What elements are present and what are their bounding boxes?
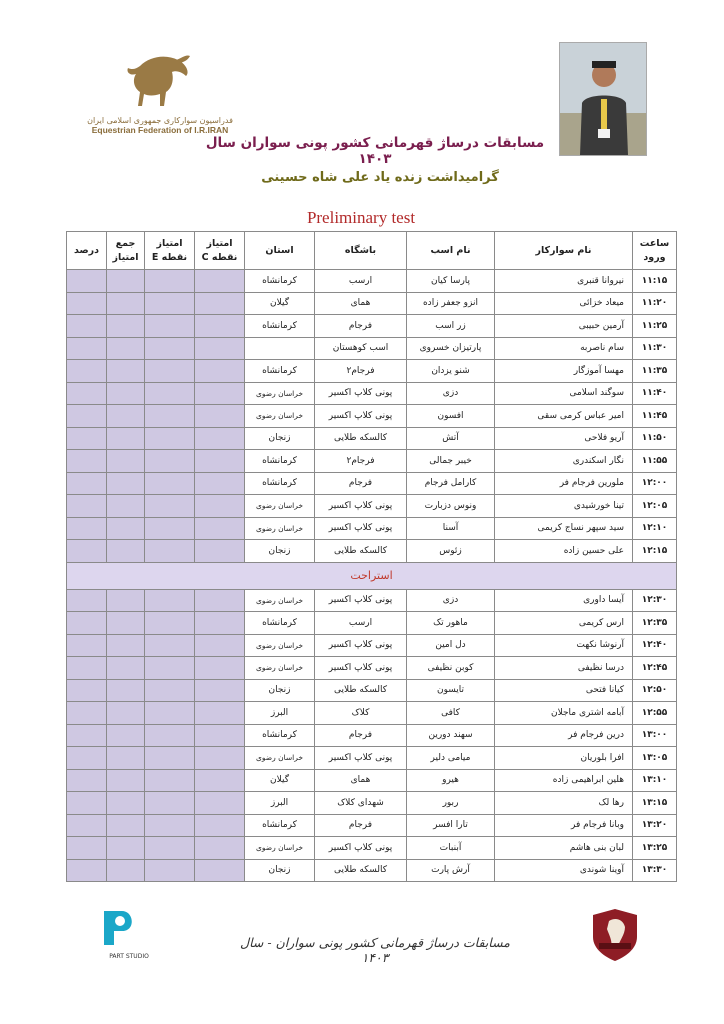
cell-time: ۱۲:۱۰ xyxy=(633,517,677,540)
cell-rider: درین فرجام فر xyxy=(495,724,633,747)
cell-horse: انزو جعفر زاده xyxy=(407,292,495,315)
table-row xyxy=(67,292,677,315)
cell-club: پونی کلاپ اکسیر xyxy=(315,837,407,860)
table-row xyxy=(67,792,677,815)
cell-province: خراسان رضوی xyxy=(245,589,315,612)
cell-total xyxy=(107,517,145,540)
cell-score-e xyxy=(145,472,195,495)
cell-percent xyxy=(67,724,107,747)
cell-score-c xyxy=(195,702,245,725)
cell-percent xyxy=(67,859,107,882)
cell-time: ۱۲:۳۵ xyxy=(633,612,677,635)
cell-time: ۱۱:۳۵ xyxy=(633,360,677,383)
cell-score-c xyxy=(195,360,245,383)
cell-total xyxy=(107,315,145,338)
cell-score-c xyxy=(195,859,245,882)
cell-total xyxy=(107,769,145,792)
cell-rider: سید سپهر نساج کریمی xyxy=(495,517,633,540)
cell-score-e xyxy=(145,792,195,815)
cell-horse: آتش xyxy=(407,427,495,450)
cell-rider: آبامه اشتری ماجلان xyxy=(495,702,633,725)
cell-rider: ملورین فرجام فر xyxy=(495,472,633,495)
cell-club: کالسکه طلایی xyxy=(315,859,407,882)
cell-score-c xyxy=(195,382,245,405)
cell-rider: تینا خورشیدی xyxy=(495,495,633,518)
cell-province: البرز xyxy=(245,792,315,815)
cell-score-c xyxy=(195,427,245,450)
cell-time: ۱۱:۵۵ xyxy=(633,450,677,473)
table-row xyxy=(67,450,677,473)
cell-club: کالسکه طلایی xyxy=(315,540,407,563)
cell-horse: پارسا کیان xyxy=(407,270,495,293)
cell-score-c xyxy=(195,450,245,473)
cell-percent xyxy=(67,292,107,315)
cell-club: فرجام۲ xyxy=(315,450,407,473)
cell-time: ۱۳:۳۰ xyxy=(633,859,677,882)
cell-total xyxy=(107,405,145,428)
cell-province: کرمانشاه xyxy=(245,612,315,635)
cell-percent xyxy=(67,337,107,360)
cell-rider: سام ناصربه xyxy=(495,337,633,360)
cell-percent xyxy=(67,589,107,612)
cell-total xyxy=(107,427,145,450)
cell-total xyxy=(107,679,145,702)
cell-percent xyxy=(67,814,107,837)
cell-percent xyxy=(67,382,107,405)
cell-rider: هلین ابراهیمی زاده xyxy=(495,769,633,792)
cell-total xyxy=(107,472,145,495)
cell-horse: تارا افسر xyxy=(407,814,495,837)
cell-rider: علی حسین زاده xyxy=(495,540,633,563)
cell-total xyxy=(107,540,145,563)
cell-club: پونی کلاپ اکسیر xyxy=(315,382,407,405)
cell-horse: کارامل فرجام xyxy=(407,472,495,495)
cell-total xyxy=(107,270,145,293)
cell-club: فرجام۲ xyxy=(315,360,407,383)
cell-score-e xyxy=(145,747,195,770)
cell-province: کرمانشاه xyxy=(245,270,315,293)
cell-score-e xyxy=(145,612,195,635)
honoree-photo xyxy=(559,42,647,156)
cell-province: زنجان xyxy=(245,540,315,563)
col-score-e: امتیاز نقطه E xyxy=(145,232,195,270)
cell-score-e xyxy=(145,315,195,338)
cell-score-e xyxy=(145,859,195,882)
studio-logo-text: PART STUDIO xyxy=(109,953,149,960)
cell-club: فرجام xyxy=(315,472,407,495)
cell-province: خراسان رضوی xyxy=(245,657,315,680)
cell-horse: کافی xyxy=(407,702,495,725)
cell-total xyxy=(107,702,145,725)
schedule-table xyxy=(66,231,677,882)
footer-text: مسابقات درساژ قهرمانی کشور پونی سواران - سال ۱۴۰۳ xyxy=(240,935,510,965)
cell-province: کرمانشاه xyxy=(245,450,315,473)
cell-score-e xyxy=(145,382,195,405)
cell-province: گیلان xyxy=(245,769,315,792)
cell-score-e xyxy=(145,679,195,702)
col-province: استان xyxy=(245,232,315,270)
cell-horse: دزی xyxy=(407,382,495,405)
cell-province: خراسان رضوی xyxy=(245,405,315,428)
cell-time: ۱۱:۵۰ xyxy=(633,427,677,450)
table-header-row xyxy=(67,232,677,270)
cell-rider: رها لک xyxy=(495,792,633,815)
table-row xyxy=(67,540,677,563)
studio-logo xyxy=(96,905,162,965)
cell-percent xyxy=(67,769,107,792)
person-photo-icon xyxy=(560,43,646,155)
cell-percent xyxy=(67,837,107,860)
cell-club: پونی کلاپ اکسیر xyxy=(315,495,407,518)
cell-time: ۱۳:۱۰ xyxy=(633,769,677,792)
club-emblem xyxy=(585,905,645,965)
cell-horse: شنو یزدان xyxy=(407,360,495,383)
cell-score-c xyxy=(195,405,245,428)
cell-club: پونی کلاپ اکسیر xyxy=(315,589,407,612)
cell-club: پونی کلاپ اکسیر xyxy=(315,405,407,428)
cell-province: خراسان رضوی xyxy=(245,634,315,657)
cell-percent xyxy=(67,679,107,702)
cell-time: ۱۳:۰۵ xyxy=(633,747,677,770)
cell-score-e xyxy=(145,517,195,540)
cell-score-c xyxy=(195,517,245,540)
table-row xyxy=(67,517,677,540)
cell-percent xyxy=(67,634,107,657)
table-row xyxy=(67,859,677,882)
col-time: ساعت ورود xyxy=(633,232,677,270)
cell-score-e xyxy=(145,427,195,450)
table-row xyxy=(67,589,677,612)
cell-horse: زئوس xyxy=(407,540,495,563)
cell-total xyxy=(107,450,145,473)
cell-horse: آبنبات xyxy=(407,837,495,860)
federation-name-fa: فدراسیون سوارکاری جمهوری اسلامی ایران xyxy=(87,116,233,125)
col-score-c: امتیاز نقطه C xyxy=(195,232,245,270)
col-total: جمع امتیاز xyxy=(107,232,145,270)
cell-province: خراسان رضوی xyxy=(245,495,315,518)
cell-total xyxy=(107,360,145,383)
break-row xyxy=(67,562,677,589)
cell-score-e xyxy=(145,337,195,360)
col-club: باشگاه xyxy=(315,232,407,270)
cell-rider: امیر عباس کرمی سقی xyxy=(495,405,633,428)
cell-time: ۱۱:۲۰ xyxy=(633,292,677,315)
cell-total xyxy=(107,792,145,815)
table-row xyxy=(67,427,677,450)
cell-total xyxy=(107,612,145,635)
cell-score-e xyxy=(145,769,195,792)
cell-percent xyxy=(67,747,107,770)
cell-province: کرمانشاه xyxy=(245,814,315,837)
table-row xyxy=(67,495,677,518)
cell-time: ۱۲:۵۵ xyxy=(633,702,677,725)
cell-rider: آرمین حبیبی xyxy=(495,315,633,338)
cell-club: اسب کوهستان xyxy=(315,337,407,360)
cell-rider: آیسا داوری xyxy=(495,589,633,612)
cell-club: ارسب xyxy=(315,270,407,293)
cell-horse: تایسون xyxy=(407,679,495,702)
cell-score-c xyxy=(195,657,245,680)
cell-time: ۱۳:۰۰ xyxy=(633,724,677,747)
table-row xyxy=(67,724,677,747)
cell-club: پونی کلاپ اکسیر xyxy=(315,634,407,657)
cell-horse: ربور xyxy=(407,792,495,815)
cell-total xyxy=(107,634,145,657)
cell-province: خراسان رضوی xyxy=(245,382,315,405)
cell-rider: نگار اسکندری xyxy=(495,450,633,473)
cell-percent xyxy=(67,702,107,725)
table-row xyxy=(67,837,677,860)
table-row xyxy=(67,612,677,635)
cell-score-c xyxy=(195,315,245,338)
cell-score-c xyxy=(195,814,245,837)
cell-club: شهدای کلاک xyxy=(315,792,407,815)
cell-horse: دل امین xyxy=(407,634,495,657)
cell-horse: کوبن نظیفی xyxy=(407,657,495,680)
cell-score-e xyxy=(145,540,195,563)
cell-score-c xyxy=(195,292,245,315)
cell-time: ۱۱:۲۵ xyxy=(633,315,677,338)
table-row xyxy=(67,405,677,428)
table-row xyxy=(67,679,677,702)
cell-score-c xyxy=(195,270,245,293)
cell-percent xyxy=(67,270,107,293)
cell-horse: افسون xyxy=(407,405,495,428)
cell-time: ۱۱:۴۰ xyxy=(633,382,677,405)
cell-rider: نیروانا قنبری xyxy=(495,270,633,293)
cell-total xyxy=(107,837,145,860)
cell-time: ۱۲:۱۵ xyxy=(633,540,677,563)
table-row xyxy=(67,747,677,770)
cell-province: البرز xyxy=(245,702,315,725)
cell-horse: سهند دورین xyxy=(407,724,495,747)
cell-rider: مهسا آموزگار xyxy=(495,360,633,383)
cell-total xyxy=(107,814,145,837)
cell-time: ۱۱:۴۵ xyxy=(633,405,677,428)
cell-province: خراسان رضوی xyxy=(245,517,315,540)
cell-score-e xyxy=(145,450,195,473)
cell-club: پونی کلاپ اکسیر xyxy=(315,517,407,540)
cell-percent xyxy=(67,405,107,428)
table-row xyxy=(67,382,677,405)
cell-percent xyxy=(67,657,107,680)
cell-total xyxy=(107,495,145,518)
cell-total xyxy=(107,747,145,770)
cell-province: خراسان رضوی xyxy=(245,837,315,860)
cell-score-e xyxy=(145,814,195,837)
cell-rider: وبانا فرجام فر xyxy=(495,814,633,837)
table-row xyxy=(67,702,677,725)
cell-score-e xyxy=(145,495,195,518)
cell-score-e xyxy=(145,837,195,860)
cell-rider: سوگند اسلامی xyxy=(495,382,633,405)
col-rider: نام سوارکار xyxy=(495,232,633,270)
cell-score-c xyxy=(195,837,245,860)
table-row xyxy=(67,270,677,293)
cell-time: ۱۲:۰۵ xyxy=(633,495,677,518)
cell-horse: زر اسب xyxy=(407,315,495,338)
federation-logo xyxy=(80,52,240,148)
cell-score-e xyxy=(145,360,195,383)
cell-horse: ونوس دزبارت xyxy=(407,495,495,518)
cell-time: ۱۲:۴۵ xyxy=(633,657,677,680)
cell-percent xyxy=(67,315,107,338)
cell-time: ۱۲:۵۰ xyxy=(633,679,677,702)
cell-time: ۱۱:۱۵ xyxy=(633,270,677,293)
cell-total xyxy=(107,657,145,680)
table-row xyxy=(67,472,677,495)
cell-time: ۱۱:۳۰ xyxy=(633,337,677,360)
table-row xyxy=(67,337,677,360)
cell-province: کرمانشاه xyxy=(245,360,315,383)
table-row xyxy=(67,634,677,657)
cell-province xyxy=(245,337,315,360)
cell-time: ۱۳:۲۵ xyxy=(633,837,677,860)
cell-percent xyxy=(67,517,107,540)
table-row xyxy=(67,769,677,792)
cell-club: همای xyxy=(315,769,407,792)
cell-total xyxy=(107,859,145,882)
cell-percent xyxy=(67,540,107,563)
cell-club: ارسب xyxy=(315,612,407,635)
page-subtitle: گرامیداشت زنده یاد علی شاه حسینی xyxy=(261,170,499,185)
cell-time: ۱۳:۲۰ xyxy=(633,814,677,837)
cell-total xyxy=(107,337,145,360)
cell-total xyxy=(107,382,145,405)
cell-time: ۱۲:۳۰ xyxy=(633,589,677,612)
cell-score-c xyxy=(195,792,245,815)
cell-club: پونی کلاپ اکسیر xyxy=(315,657,407,680)
cell-score-c xyxy=(195,337,245,360)
cell-rider: افرا بلوریان xyxy=(495,747,633,770)
table-row xyxy=(67,360,677,383)
cell-score-e xyxy=(145,657,195,680)
cell-horse: دزی xyxy=(407,589,495,612)
cell-time: ۱۲:۴۰ xyxy=(633,634,677,657)
cell-horse: آرش پارت xyxy=(407,859,495,882)
cell-province: کرمانشاه xyxy=(245,315,315,338)
cell-rider: آوینا شوندی xyxy=(495,859,633,882)
cell-club: فرجام xyxy=(315,814,407,837)
federation-name-en: Equestrian Federation of I.R.IRAN xyxy=(91,125,229,135)
cell-score-c xyxy=(195,679,245,702)
cell-percent xyxy=(67,360,107,383)
col-horse: نام اسب xyxy=(407,232,495,270)
cell-percent xyxy=(67,495,107,518)
cell-score-e xyxy=(145,702,195,725)
cell-club: کالسکه طلایی xyxy=(315,427,407,450)
cell-club: فرجام xyxy=(315,315,407,338)
col-percent: درصد xyxy=(67,232,107,270)
studio-logo-icon xyxy=(96,905,162,949)
cell-score-c xyxy=(195,472,245,495)
cell-rider: ارس کریمی xyxy=(495,612,633,635)
table-row xyxy=(67,315,677,338)
cell-club: پونی کلاپ اکسیر xyxy=(315,747,407,770)
page-title: مسابقات درساژ قهرمانی کشور پونی سواران سال ۱۴۰۳ xyxy=(205,135,545,167)
cell-percent xyxy=(67,427,107,450)
cell-horse: میامی دلیر xyxy=(407,747,495,770)
cell-percent xyxy=(67,612,107,635)
cell-score-c xyxy=(195,747,245,770)
cell-province: زنجان xyxy=(245,427,315,450)
cell-score-e xyxy=(145,270,195,293)
cell-rider: آرنوشا نکهت xyxy=(495,634,633,657)
cell-score-c xyxy=(195,495,245,518)
cell-percent xyxy=(67,450,107,473)
cell-province: زنجان xyxy=(245,859,315,882)
cell-total xyxy=(107,724,145,747)
cell-club: همای xyxy=(315,292,407,315)
cell-province: کرمانشاه xyxy=(245,472,315,495)
horse-emblem-icon xyxy=(585,905,645,965)
cell-province: کرمانشاه xyxy=(245,724,315,747)
cell-time: ۱۳:۱۵ xyxy=(633,792,677,815)
cell-total xyxy=(107,589,145,612)
cell-percent xyxy=(67,792,107,815)
cell-horse: هیرو xyxy=(407,769,495,792)
cell-score-c xyxy=(195,769,245,792)
table-row xyxy=(67,814,677,837)
cell-province: خراسان رضوی xyxy=(245,747,315,770)
cell-score-c xyxy=(195,540,245,563)
cell-score-c xyxy=(195,724,245,747)
cell-horse: پارتیزان خسروی xyxy=(407,337,495,360)
cell-score-c xyxy=(195,589,245,612)
cell-rider: آریو فلاحی xyxy=(495,427,633,450)
cell-rider: لبان بنی هاشم xyxy=(495,837,633,860)
cell-total xyxy=(107,292,145,315)
cell-club: کلاک xyxy=(315,702,407,725)
break-label: استراحت xyxy=(67,562,677,589)
cell-horse: خیبر جمالی xyxy=(407,450,495,473)
cell-province: گیلان xyxy=(245,292,315,315)
cell-province: زنجان xyxy=(245,679,315,702)
test-name: Preliminary test xyxy=(306,208,416,227)
cell-club: کالسکه طلایی xyxy=(315,679,407,702)
cell-rider: درسا نظیفی xyxy=(495,657,633,680)
cell-club: فرجام xyxy=(315,724,407,747)
cell-score-e xyxy=(145,634,195,657)
cell-score-c xyxy=(195,634,245,657)
cell-score-e xyxy=(145,405,195,428)
cell-horse: آسنا xyxy=(407,517,495,540)
cell-percent xyxy=(67,472,107,495)
cell-score-e xyxy=(145,589,195,612)
cell-rider: میعاد خزائی xyxy=(495,292,633,315)
cell-score-e xyxy=(145,724,195,747)
cell-horse: ماهور تک xyxy=(407,612,495,635)
table-row xyxy=(67,657,677,680)
cell-time: ۱۲:۰۰ xyxy=(633,472,677,495)
horse-logo-icon xyxy=(120,52,200,110)
cell-score-e xyxy=(145,292,195,315)
cell-rider: کیانا فتحی xyxy=(495,679,633,702)
cell-score-c xyxy=(195,612,245,635)
